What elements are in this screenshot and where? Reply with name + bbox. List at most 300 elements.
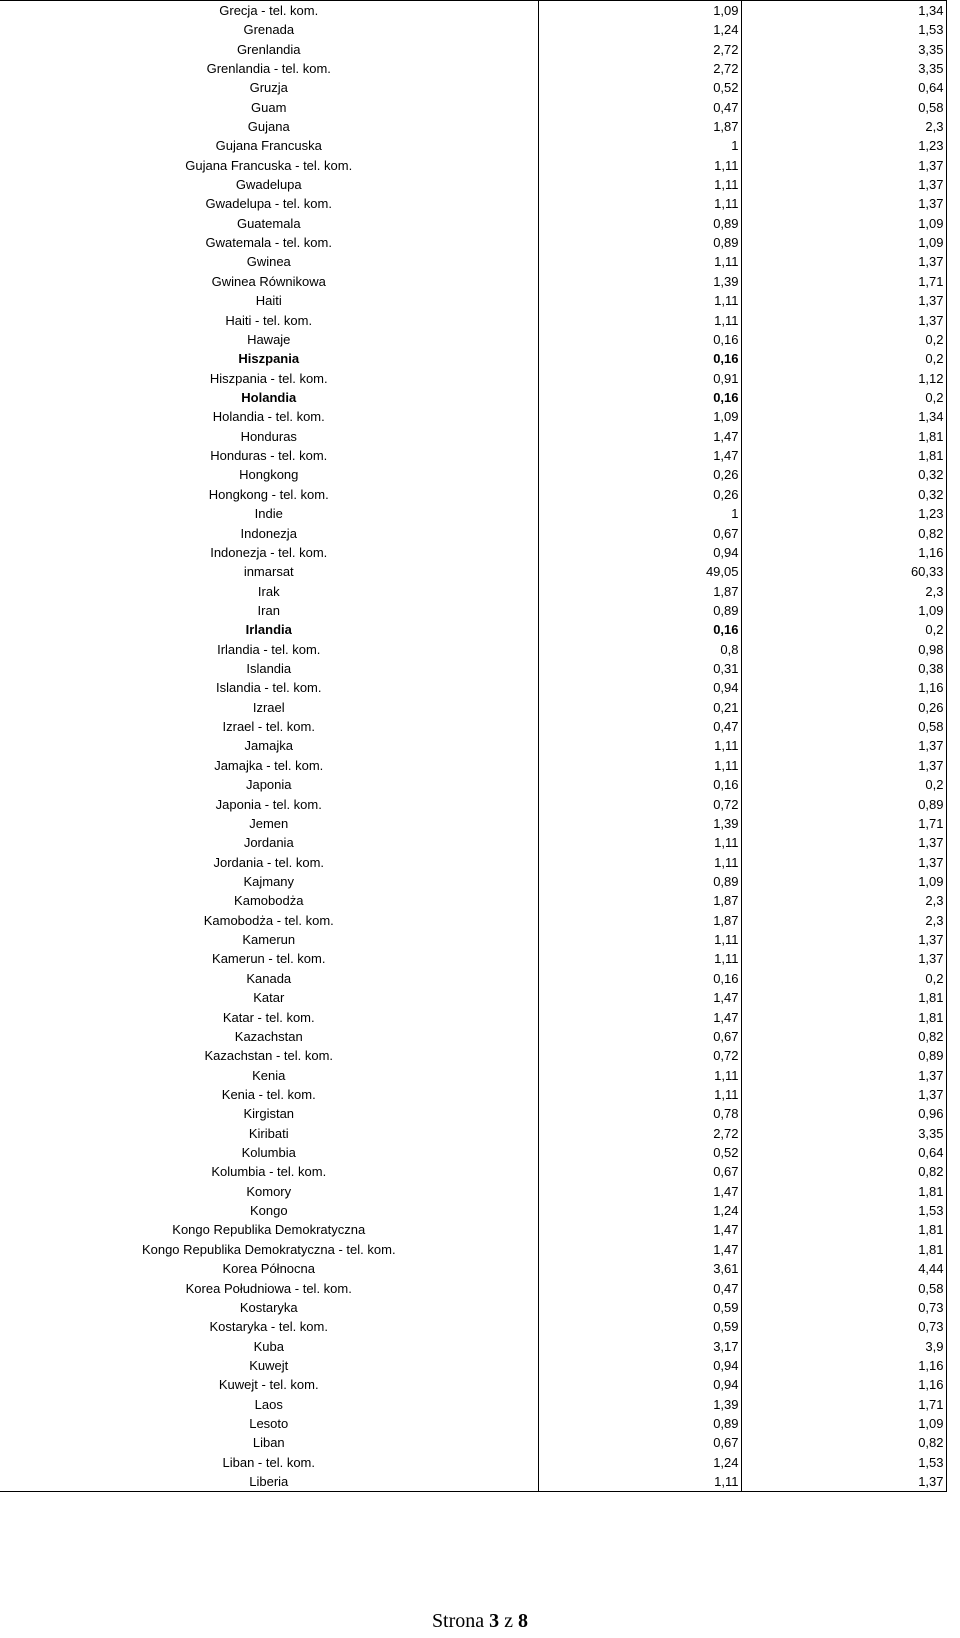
country-cell: Gwinea bbox=[246, 254, 291, 270]
net-rate-cell: 1,11 bbox=[538, 1065, 741, 1084]
country-cell: Japonia bbox=[245, 777, 292, 793]
gross-rate-cell: 4,44 bbox=[741, 1259, 946, 1278]
country-cell: Kamobodża bbox=[234, 893, 304, 909]
net-rate-cell: 0,16 bbox=[538, 349, 741, 368]
table-row bbox=[0, 659, 946, 678]
table-row bbox=[0, 717, 946, 736]
gross-rate-cell: 1,53 bbox=[741, 1201, 946, 1220]
net-rate-cell: 0,89 bbox=[538, 601, 741, 620]
gross-rate-cell: 0,82 bbox=[741, 1433, 946, 1452]
gross-rate-cell: 1,81 bbox=[741, 1182, 946, 1201]
table-row bbox=[0, 252, 946, 271]
table-row bbox=[0, 1162, 946, 1181]
net-rate-cell: 0,16 bbox=[538, 969, 741, 988]
net-rate-cell: 1,11 bbox=[538, 756, 741, 775]
net-rate-cell: 1,87 bbox=[538, 891, 741, 910]
country-cell: Kamerun - tel. kom. bbox=[212, 951, 326, 967]
gross-rate-cell: 3,9 bbox=[741, 1336, 946, 1355]
country-cell: Komory bbox=[246, 1183, 292, 1199]
net-rate-cell: 0,89 bbox=[538, 233, 741, 252]
country-cell: Kajmany bbox=[243, 873, 295, 889]
gross-rate-cell: 0,58 bbox=[741, 1278, 946, 1297]
gross-rate-cell: 1,16 bbox=[741, 543, 946, 562]
table-row bbox=[0, 1336, 946, 1355]
country-cell: Kuba bbox=[253, 1338, 284, 1354]
table-row bbox=[0, 504, 946, 523]
gross-rate-cell: 1,09 bbox=[741, 1414, 946, 1433]
table-row bbox=[0, 698, 946, 717]
table-row bbox=[0, 78, 946, 97]
country-cell: Irlandia bbox=[245, 622, 292, 638]
table-row bbox=[0, 175, 946, 194]
table-row bbox=[0, 97, 946, 116]
country-cell: Indonezja - tel. kom. bbox=[210, 544, 328, 560]
table-row bbox=[0, 39, 946, 58]
table-row bbox=[0, 523, 946, 542]
gross-rate-cell: 1,09 bbox=[741, 872, 946, 891]
gross-rate-cell: 0,82 bbox=[741, 523, 946, 542]
net-rate-cell: 0,26 bbox=[538, 465, 741, 484]
gross-rate-cell: 0,64 bbox=[741, 78, 946, 97]
gross-rate-cell: 1,09 bbox=[741, 601, 946, 620]
country-cell: Izrael - tel. kom. bbox=[222, 719, 315, 735]
gross-rate-cell: 3,35 bbox=[741, 59, 946, 78]
net-rate-cell: 1,47 bbox=[538, 1007, 741, 1026]
country-cell: Liberia bbox=[0, 1472, 538, 1492]
country-cell: Iran bbox=[257, 602, 280, 618]
net-rate-cell: 0,52 bbox=[538, 78, 741, 97]
gross-rate-cell: 1,09 bbox=[741, 233, 946, 252]
country-cell: Jamajka bbox=[244, 738, 293, 754]
gross-rate-cell: 0,38 bbox=[741, 659, 946, 678]
net-rate-cell: 1 bbox=[538, 136, 741, 155]
gross-rate-cell: 1,37 bbox=[741, 252, 946, 271]
net-rate-cell: 1,47 bbox=[538, 988, 741, 1007]
country-cell: Honduras bbox=[240, 428, 297, 444]
net-rate-cell: 2,72 bbox=[538, 39, 741, 58]
gross-rate-cell: 1,09 bbox=[741, 214, 946, 233]
gross-rate-cell: 0,98 bbox=[741, 640, 946, 659]
country-cell: Korea Północna bbox=[222, 1261, 315, 1277]
gross-rate-cell: 0,2 bbox=[741, 330, 946, 349]
gross-rate-cell: 1,81 bbox=[741, 988, 946, 1007]
country-cell: Grecja - tel. kom. bbox=[0, 1, 538, 21]
net-rate-cell: 0,16 bbox=[538, 388, 741, 407]
table-row bbox=[0, 640, 946, 659]
net-rate-cell: 0,21 bbox=[538, 698, 741, 717]
net-rate-cell: 1,87 bbox=[538, 117, 741, 136]
country-cell: Kongo Republika Demokratyczna bbox=[172, 1222, 366, 1238]
gross-rate-cell: 0,82 bbox=[741, 1027, 946, 1046]
gross-rate-cell: 1,81 bbox=[741, 1220, 946, 1239]
country-cell: Kuwejt bbox=[249, 1357, 289, 1373]
gross-rate-cell: 3,35 bbox=[741, 1123, 946, 1142]
net-rate-cell: 0,59 bbox=[538, 1317, 741, 1336]
gross-rate-cell: 0,89 bbox=[741, 1046, 946, 1065]
gross-rate-cell: 1,37 bbox=[741, 930, 946, 949]
country-cell: Kostaryka - tel. kom. bbox=[209, 1319, 328, 1335]
page-number-prefix: Strona bbox=[431, 1610, 485, 1632]
country-cell: Kazachstan - tel. kom. bbox=[204, 1048, 334, 1064]
net-rate-cell: 1,47 bbox=[538, 446, 741, 465]
country-cell: Islandia - tel. kom. bbox=[216, 680, 322, 696]
table-row bbox=[0, 949, 946, 968]
net-rate-cell: 1,11 bbox=[538, 194, 741, 213]
net-rate-cell: 0,31 bbox=[538, 659, 741, 678]
gross-rate-cell: 1,81 bbox=[741, 1007, 946, 1026]
table-row bbox=[0, 214, 946, 233]
gross-rate-cell: 1,34 bbox=[741, 407, 946, 426]
gross-rate-cell: 0,58 bbox=[741, 717, 946, 736]
country-cell: Hiszpania - tel. kom. bbox=[209, 370, 328, 386]
table-row bbox=[0, 233, 946, 252]
table-row bbox=[0, 1182, 946, 1201]
table-row bbox=[0, 1007, 946, 1026]
table-row bbox=[0, 1220, 946, 1239]
net-rate-cell: 0,89 bbox=[538, 1414, 741, 1433]
table-row bbox=[0, 407, 946, 426]
gross-rate-cell: 1,16 bbox=[741, 1375, 946, 1394]
net-rate-cell: 1,11 bbox=[538, 175, 741, 194]
gross-rate-cell: 0,26 bbox=[741, 698, 946, 717]
net-rate-cell: 1 bbox=[538, 504, 741, 523]
gross-rate-cell: 1,37 bbox=[741, 833, 946, 852]
net-rate-cell: 0,72 bbox=[538, 1046, 741, 1065]
table-row bbox=[0, 601, 946, 620]
gross-rate-cell: 0,64 bbox=[741, 1143, 946, 1162]
table-row bbox=[0, 581, 946, 600]
table-row bbox=[0, 446, 946, 465]
net-rate-cell: 1,24 bbox=[538, 20, 741, 39]
gross-rate-cell: 2,3 bbox=[741, 117, 946, 136]
gross-rate-cell: 2,3 bbox=[741, 911, 946, 930]
gross-rate-cell: 2,3 bbox=[741, 891, 946, 910]
table-row bbox=[0, 1201, 946, 1220]
table-row bbox=[0, 272, 946, 291]
country-cell: Kongo Republika Demokratyczna - tel. kom. bbox=[141, 1241, 396, 1257]
country-cell: Korea Południowa - tel. kom. bbox=[185, 1280, 352, 1296]
net-rate-cell: 1,39 bbox=[538, 1395, 741, 1414]
gross-rate-cell: 1,37 bbox=[741, 156, 946, 175]
net-rate-cell: 0,16 bbox=[538, 775, 741, 794]
net-rate-cell: 0,52 bbox=[538, 1143, 741, 1162]
gross-rate-cell: 1,53 bbox=[741, 1453, 946, 1472]
net-rate-cell: 0,67 bbox=[538, 1162, 741, 1181]
net-rate-cell: 1,11 bbox=[538, 833, 741, 852]
net-rate-cell: 0,89 bbox=[538, 214, 741, 233]
net-rate-cell: 1,39 bbox=[538, 272, 741, 291]
page-number-total: 8 bbox=[518, 1610, 529, 1632]
country-cell: Katar bbox=[253, 990, 285, 1006]
table-row bbox=[0, 736, 946, 755]
table-row bbox=[0, 1085, 946, 1104]
country-cell: Islandia bbox=[246, 661, 292, 677]
gross-rate-cell: 3,35 bbox=[741, 39, 946, 58]
country-cell: Gwadelupa - tel. kom. bbox=[205, 196, 332, 212]
gross-rate-cell: 1,16 bbox=[741, 678, 946, 697]
country-cell: Kostaryka bbox=[239, 1299, 298, 1315]
gross-rate-cell: 1,71 bbox=[741, 1395, 946, 1414]
net-rate-cell: 0,47 bbox=[538, 97, 741, 116]
country-cell: Japonia - tel. kom. bbox=[215, 796, 322, 812]
country-cell: inmarsat bbox=[243, 564, 294, 580]
table-row bbox=[0, 562, 946, 581]
gross-rate-cell: 0,2 bbox=[741, 388, 946, 407]
table-row bbox=[0, 1472, 946, 1492]
table-row bbox=[0, 814, 946, 833]
net-rate-cell: 2,72 bbox=[538, 59, 741, 78]
country-cell: Hiszpania bbox=[238, 351, 300, 367]
gross-rate-cell: 60,33 bbox=[741, 562, 946, 581]
net-rate-cell: 1,11 bbox=[538, 1472, 741, 1492]
gross-rate-cell: 1,37 bbox=[741, 852, 946, 871]
gross-rate-cell: 1,23 bbox=[741, 504, 946, 523]
table-row bbox=[0, 1065, 946, 1084]
country-cell: Hongkong bbox=[239, 467, 299, 483]
net-rate-cell: 3,17 bbox=[538, 1336, 741, 1355]
net-rate-cell: 0,47 bbox=[538, 717, 741, 736]
table-row bbox=[0, 678, 946, 697]
gross-rate-cell: 0,2 bbox=[741, 349, 946, 368]
net-rate-cell: 1,24 bbox=[538, 1453, 741, 1472]
gross-rate-cell: 1,37 bbox=[741, 736, 946, 755]
country-cell: Indonezja bbox=[240, 525, 297, 541]
table-row bbox=[0, 1278, 946, 1297]
gross-rate-cell: 1,37 bbox=[741, 291, 946, 310]
net-rate-cell: 1,09 bbox=[538, 407, 741, 426]
table-row bbox=[0, 872, 946, 891]
gross-rate-cell: 1,71 bbox=[741, 272, 946, 291]
net-rate-cell: 1,11 bbox=[538, 930, 741, 949]
country-cell: Kirgistan bbox=[243, 1106, 295, 1122]
page-number bbox=[0, 1609, 960, 1633]
gross-rate-cell: 0,2 bbox=[741, 969, 946, 988]
gross-rate-cell: 0,32 bbox=[741, 465, 946, 484]
table-row bbox=[0, 891, 946, 910]
country-cell: Holandia - tel. kom. bbox=[212, 409, 325, 425]
gross-rate-cell: 0,32 bbox=[741, 485, 946, 504]
page-number-separator: z bbox=[504, 1610, 514, 1632]
net-rate-cell: 0,67 bbox=[538, 1027, 741, 1046]
table-row bbox=[0, 465, 946, 484]
gross-rate-cell: 1,53 bbox=[741, 20, 946, 39]
country-cell: Kongo bbox=[249, 1203, 288, 1219]
table-row bbox=[0, 852, 946, 871]
table-row bbox=[0, 911, 946, 930]
country-cell: Liban bbox=[252, 1435, 285, 1451]
gross-rate-cell: 0,58 bbox=[741, 97, 946, 116]
net-rate-cell: 0,47 bbox=[538, 1278, 741, 1297]
country-cell: Gwatemala - tel. kom. bbox=[205, 235, 332, 251]
gross-rate-cell: 0,96 bbox=[741, 1104, 946, 1123]
country-cell: Kiribati bbox=[248, 1125, 289, 1141]
table-row bbox=[0, 1375, 946, 1394]
table-row bbox=[0, 388, 946, 407]
gross-rate-cell: 0,73 bbox=[741, 1298, 946, 1317]
gross-rate-cell: 0,89 bbox=[741, 794, 946, 813]
country-cell: Gwadelupa bbox=[235, 177, 302, 193]
gross-rate-cell: 0,73 bbox=[741, 1317, 946, 1336]
table-row bbox=[0, 1123, 946, 1142]
table-row bbox=[0, 833, 946, 852]
net-rate-cell: 0,94 bbox=[538, 1375, 741, 1394]
country-cell: Grenlandia bbox=[236, 41, 301, 57]
country-cell: Izrael bbox=[252, 699, 285, 715]
table-row bbox=[0, 117, 946, 136]
gross-rate-cell: 0,2 bbox=[741, 620, 946, 639]
table-row bbox=[0, 1414, 946, 1433]
gross-rate-cell: 1,23 bbox=[741, 136, 946, 155]
net-rate-cell: 0,16 bbox=[538, 620, 741, 639]
country-cell: Kuwejt - tel. kom. bbox=[218, 1377, 319, 1393]
country-cell: Gruzja bbox=[249, 80, 288, 96]
gross-rate-cell: 1,81 bbox=[741, 446, 946, 465]
table-row bbox=[0, 310, 946, 329]
country-cell: Haiti bbox=[255, 293, 282, 309]
country-cell: Liban - tel. kom. bbox=[222, 1454, 315, 1470]
table-row bbox=[0, 330, 946, 349]
net-rate-cell: 1,39 bbox=[538, 814, 741, 833]
net-rate-cell: 1,11 bbox=[538, 852, 741, 871]
net-rate-cell: 1,11 bbox=[538, 291, 741, 310]
table-row bbox=[0, 930, 946, 949]
net-rate-cell: 1,11 bbox=[538, 1085, 741, 1104]
net-rate-cell: 0,8 bbox=[538, 640, 741, 659]
country-cell: Kamobodża - tel. kom. bbox=[203, 912, 334, 928]
country-cell: Laos bbox=[254, 1396, 283, 1412]
net-rate-cell: 0,94 bbox=[538, 678, 741, 697]
table-row bbox=[0, 427, 946, 446]
country-cell: Gujana Francuska - tel. kom. bbox=[185, 157, 353, 173]
net-rate-cell: 0,72 bbox=[538, 794, 741, 813]
gross-rate-cell: 1,37 bbox=[741, 1085, 946, 1104]
gross-rate-cell: 1,37 bbox=[741, 1065, 946, 1084]
net-rate-cell: 1,11 bbox=[538, 252, 741, 271]
table-row bbox=[0, 969, 946, 988]
net-rate-cell: 1,11 bbox=[538, 310, 741, 329]
country-cell: Holandia bbox=[241, 390, 297, 405]
country-cell: Gujana bbox=[247, 118, 290, 134]
net-rate-cell: 0,26 bbox=[538, 485, 741, 504]
country-cell: Lesoto bbox=[249, 1416, 289, 1432]
table-row bbox=[0, 756, 946, 775]
page-number-current: 3 bbox=[489, 1610, 500, 1632]
gross-rate-cell: 0,82 bbox=[741, 1162, 946, 1181]
net-rate-cell: 1,47 bbox=[538, 1220, 741, 1239]
table-row bbox=[0, 1395, 946, 1414]
net-rate-cell: 2,72 bbox=[538, 1123, 741, 1142]
gross-rate-cell: 1,37 bbox=[741, 194, 946, 213]
gross-rate-cell: 0,2 bbox=[741, 775, 946, 794]
table-row bbox=[0, 1433, 946, 1452]
table-row bbox=[0, 136, 946, 155]
country-cell: Gwinea Równikowa bbox=[211, 273, 326, 289]
gross-rate-cell: 1,37 bbox=[741, 310, 946, 329]
table-row bbox=[0, 291, 946, 310]
gross-rate-cell: 1,12 bbox=[741, 368, 946, 387]
country-cell: Haiti - tel. kom. bbox=[225, 312, 313, 328]
gross-rate-cell: 1,37 bbox=[741, 949, 946, 968]
gross-rate-cell: 1,37 bbox=[741, 756, 946, 775]
net-rate-cell: 0,91 bbox=[538, 368, 741, 387]
country-cell: Gujana Francuska bbox=[215, 138, 322, 154]
net-rate-cell: 0,67 bbox=[538, 1433, 741, 1452]
country-cell: Kenia - tel. kom. bbox=[221, 1086, 316, 1102]
net-rate-cell: 1,11 bbox=[538, 156, 741, 175]
country-cell: Kamerun bbox=[242, 932, 296, 948]
table-row bbox=[0, 20, 946, 39]
table-row bbox=[0, 794, 946, 813]
country-cell: Honduras - tel. kom. bbox=[210, 448, 328, 464]
net-rate-cell: 1,87 bbox=[538, 911, 741, 930]
gross-rate-cell: 1,37 bbox=[741, 1472, 946, 1492]
table-row bbox=[0, 1317, 946, 1336]
country-cell: Jordania - tel. kom. bbox=[213, 854, 325, 870]
net-rate-cell: 1,11 bbox=[538, 736, 741, 755]
country-cell: Kolumbia bbox=[241, 1145, 296, 1161]
gross-rate-cell: 1,81 bbox=[741, 1240, 946, 1259]
country-cell: Jamajka - tel. kom. bbox=[214, 757, 324, 773]
net-rate-cell: 0,78 bbox=[538, 1104, 741, 1123]
table-row bbox=[0, 1356, 946, 1375]
table-row bbox=[0, 59, 946, 78]
net-rate-cell: 0,94 bbox=[538, 1356, 741, 1375]
net-rate-cell: 1,24 bbox=[538, 1201, 741, 1220]
table-row bbox=[0, 620, 946, 639]
country-cell: Guam bbox=[251, 99, 287, 115]
country-cell: Guatemala bbox=[236, 215, 301, 231]
gross-rate-cell: 1,37 bbox=[741, 175, 946, 194]
country-cell: Kazachstan bbox=[234, 1028, 303, 1044]
net-rate-cell: 49,05 bbox=[538, 562, 741, 581]
country-cell: Kolumbia - tel. kom. bbox=[211, 1164, 327, 1180]
table-row bbox=[0, 1104, 946, 1123]
net-rate-cell: 1,11 bbox=[538, 949, 741, 968]
country-cell: Katar - tel. kom. bbox=[222, 1009, 315, 1025]
country-cell: Hongkong - tel. kom. bbox=[208, 486, 329, 502]
net-rate-cell: 0,89 bbox=[538, 872, 741, 891]
country-cell: Grenlandia - tel. kom. bbox=[206, 60, 331, 76]
table-row bbox=[0, 349, 946, 368]
net-rate-cell: 0,16 bbox=[538, 330, 741, 349]
net-rate-cell: 1,87 bbox=[538, 581, 741, 600]
net-rate-cell: 1,09 bbox=[538, 1, 741, 21]
table-row bbox=[0, 1298, 946, 1317]
table-row bbox=[0, 194, 946, 213]
country-cell: Kenia bbox=[252, 1067, 286, 1083]
country-cell: Hawaje bbox=[247, 331, 291, 347]
country-cell: Kanada bbox=[246, 970, 292, 986]
net-rate-cell: 1,47 bbox=[538, 1182, 741, 1201]
country-cell: Irlandia - tel. kom. bbox=[217, 641, 321, 657]
country-cell: Irak bbox=[257, 583, 280, 599]
rate-table-body bbox=[0, 1, 946, 1492]
gross-rate-cell: 1,71 bbox=[741, 814, 946, 833]
net-rate-cell: 1,47 bbox=[538, 427, 741, 446]
country-cell: Indie bbox=[254, 506, 283, 522]
table-row bbox=[0, 156, 946, 175]
gross-rate-cell: 1,81 bbox=[741, 427, 946, 446]
gross-rate-cell: 1,16 bbox=[741, 1356, 946, 1375]
table-row bbox=[0, 1240, 946, 1259]
table-row bbox=[0, 988, 946, 1007]
table-row bbox=[0, 485, 946, 504]
net-rate-cell: 0,67 bbox=[538, 523, 741, 542]
country-cell: Jordania bbox=[243, 835, 294, 851]
country-cell: Grenada bbox=[243, 22, 295, 38]
gross-rate-cell: 2,3 bbox=[741, 581, 946, 600]
table-row bbox=[0, 775, 946, 794]
